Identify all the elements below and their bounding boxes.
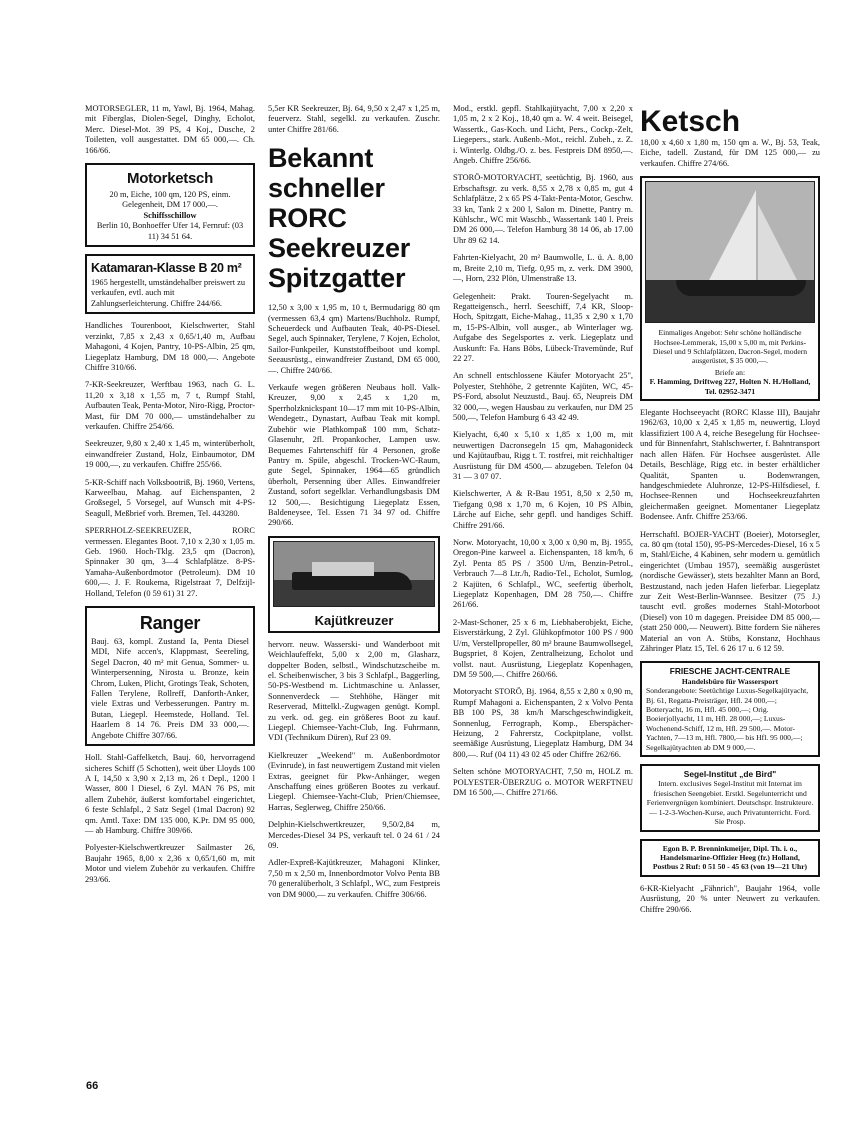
ketsch-headline: Ketsch [640, 105, 741, 138]
classified-ad: 7-KR-Seekreuzer, Werftbau 1963, nach G. L. 11,20 x 3,18 x 1,55 m, 7 t, Rumpf Stahl, Aufbauten Teak, Penta-Motor, Niro-Rigg, Proctor-Mast, für DM 70 000,— umständehalber zu verkaufen. Chiffre 254/66. [85, 380, 255, 431]
page-number: 66 [86, 1080, 99, 1092]
contact-box [640, 839, 820, 877]
classified-ad: STORÖ-MOTORYACHT, seetüchtig, Bj. 1960, aus Erbschaftsgr. zu verk. 8,55 x 2,78 x 0,85 m, gut 4 Schlafplätze, 2 x 65 PS 4-Takt-Penta-Motor, Geschw. 33 kn, Tank 2 x 200 l, Salon m. Dinette, Pantry m. Kühlschr., WC mit Waschb., Wassertank 140 l. Preis DM 26 000,—. Telefon Hamburg 38 14 06, ab 17.00 Uhr 89 62 14. [453, 173, 633, 245]
box-text: Intern. exclusives Segel-Institut mit Internat im friesischen Seengebiet. Erstkl. Segelunterricht und Ferienvergnügen kombiniert. Deutschspr. Instrukteure. — 1-2-3-Wochen-Kurse, auch Privatunterricht. Ford. Sie Prosp. [646, 779, 814, 827]
classified-ad: Handliches Tourenboot, Kielschwerter, Stahl verzinkt, 7,85 x 2,43 x 0,65/1,40 m, Aufbau Mahagoni, 4 Kojen, Pantry, 10-PS-Albin, 25 qm, Liegeplatz Hamburg, DM 18 000,—. Angebote Chiffre 310/66. [85, 321, 255, 372]
classified-ad: 18,00 x 4,60 x 1,80 m, 150 qm a. W., Bj. 53, Teak, Eiche, tadell. Zustand, für DM 125 000,— zu verkaufen. Chiffre 274/66. [640, 138, 820, 168]
classified-ad: Motoryacht STORÖ, Bj. 1964, 8,55 x 2,80 x 0,90 m, Rumpf Mahagoni a. Eichenspanten, 2 x Volvo Penta BB 100 PS, 38 km/h Marschgeschwindigkeit, Sonnenlug, Ferrograph, Komp., Eberspächer-Heizung, 2 Fahrerstz, Cockpitplane, vollst. seemäßige Ausrüstung, Liegeplatz Hamburg, DM 34 800,—. Ruf (04 11) 43 02 45 oder Chiffre 262/66. [453, 687, 633, 759]
centrale-box [640, 661, 820, 757]
classified-ad: 5,5er KR Seekreuzer, Bj. 64, 9,50 x 2,47 x 1,25 m, feuerverz. Stahl, segelkl. zu verkaufen. Zuschr. unter Chiffre 281/66. [268, 104, 440, 134]
ranger-box [85, 606, 255, 746]
classified-ad: hervorr. neuw. Wasserski- und Wanderboot mit Weichlaufeffekt, 5,00 x 2,00 m, Glasharz, doppelter Boden, selbstl., Windschutzscheibe m. el. Scheibenwischer, 3 bis 3 Schlafpl., Baggerling, 50-PS-Westbend m. Lichtmaschine u. Anlasser, Sonnenverdeck — Stehhöhe, Hänger mit Reserverad, Mittelkl.-Zugwagen genügt. Kompl. zu verk. od. geg. ein größeres Boot zu kauf. Liegepl. Chiemsee-Yacht-Club, Ing. Fuhrmann, VDI (Technikum Düren), Ruf 23 09. [268, 639, 440, 743]
sailboat-photo [645, 181, 815, 323]
classified-ad: Seekreuzer, 9,80 x 2,40 x 1,45 m, winterüberholt, einwandfreier Zustand, Holz, Einbaumotor, DM 19 000,—, zu verkaufen. Chiffre 255/66. [85, 439, 255, 470]
classified-ad: 2-Mast-Schoner, 25 x 6 m, Liebhaberobjekt, Eiche, Eisverstärkung, 2 Zyl. Glühkopfmotor 100 PS / 900 U/m, Verstellpropeller, 80 m² braune Baumwollsegel, Bugspriet, 8 Kojen, Zentralheizung, Echolot und vollst. naut. Ausrüstung, Liegeplatz Kopenhagen, DM 59 500,—. Chiffre 260/66. [453, 617, 633, 679]
column-4 [640, 104, 820, 922]
classified-ad: SPERRHOLZ-SEEKREUZER, RORC vermessen. Elegantes Boot. 7,10 x 2,30 x 1,05 m. Geb. 1960. Hoch-Tklg. 23,5 qm (Dacron), Spinnaker 30 qm, 3—4 Schlafplätze. 8-PS-Yamaha-Außenbordmotor (Petroleum). DM 10 600,—. J. F. Roukema, Rigelstraat 7, Delfzijl-Holland, Telefon (0 59 61) 31 27. [85, 526, 255, 598]
box-text: Sonderangebote: Seetüchtige Luxus-Segelkajütyacht, Bj. 61, Regatta-Preisträger, Hfl. 24 000,—; Botteryacht, 16 m, Hfl. 45 000,—; Orig. Boeierjollyacht, 11 m, Hfl. 28 000,—; Luxus-Wochenend-Schiff, 12 m, Hfl. 29 500,—. Motor-Yachten, 7—13 m, Hfl. 7800,— bis Hfl. 95 000,—; Segelkajütyachten ab DM 9 000,—. [646, 686, 809, 752]
box-title: FRIESCHE JACHT-CENTRALE [669, 666, 791, 677]
classified-ad: Verkaufe wegen größeren Neubaus holl. Valk-Kreuzer, 9,00 x 2,45 x 1,20 m, Sperrholzknickspant 10—17 mm mit 10-PS-Albin, Wendegetr., Dynastart, Aufbau Teak mit kompl. Zubehör wie Plathkompaß 100 mm, Schatz-Glasenuhr, 2fl. Propankocher, Lampen usw. Bequemes Fahrtenschiff für 4 Personen, große Pantry m. Spüle, abgeschl. Trocken-WC-Raum, gute Segel, Spinnaker, 1964—65 gründlich überholt, Persenning über Alles. Einwandfreier Zustand, sofort segelklar. Verhandlungsbasis DM 12 500,—. Besichtigung Liegeplatz Essen, Baldeneysee, Tel. Essen 71 34 97 od. Chiffre 290/66. [268, 383, 440, 528]
boat-photo [273, 541, 435, 607]
classified-ad: Fahrten-Kielyacht, 20 m² Baumwolle, L. ü. A. 8,00 m, Breite 2,10 m, Tiefg. 0,95 m, z. verk. DM 3900,—, Horn, 232 Plön, Ulmenstraße 13. [453, 253, 633, 284]
box-subtitle: Handelsbüro für Wassersport [681, 676, 779, 686]
classified-ad: Delphin-Kielschwertkreuzer, 9,50/2,84 m, Mercedes-Diesel 34 PS, verkauft tel. 0 24 61 / 24 09. [268, 820, 440, 851]
photo-caption: Kajütkreuzer [314, 612, 394, 628]
box-text: Bauj. 63, kompl. Zustand Ia, Penta Diesel MDI, Nife accen's, Klappmast, Seereling, Segel Dacron, 40 m² mit Genua, Sommer- u. Winterpersenning, Nirosta u. Bronze, kein Chrom, Luken, Plicht, Grotings Teak, Schoten, Fallen Terylene, Rollreff, Danforth-Anker, viele Extras und Verbesserungen. Pantry m. Butan, Liegepl. Heemstede, Holland. Tel. Haarlem 8 14 76. Preis DM 33 000,—. Angebote Chiffre 307/66. [91, 637, 249, 740]
classified-ad: Kielyacht, 6,40 x 5,10 x 1,85 x 1,00 m, mit neuwertigen Dacronsegeln 15 qm, Mahagonideck und Kajütaufbau, Rigg t. T. rostfrei, mit reichhaltiger Ausrüstung für DM 4500,— abzugeben. Telefon 04 31 — 3 07 07. [453, 430, 633, 481]
classified-ad: Elegante Hochseeyacht (RORC Klasse III), Baujahr 1962/63, 10,00 x 2,45 x 1,85 m, neuwertig, Lloyd klassifiziert 100 A 4, reiche Besegelung für Hochsee- und für Binnenfahrt, Stahlschwerter, f. Bahntransport nach allen Häfen. Für Hochsee ausgerüstet. Alle Details, Beschläge, Rigg etc. in bester erhältlicher Qualität, Spanten u. Bodenwrangen, handgeschmiedete Aluhronze, 12-PS-Hilfsdiesel, f. Hochsee-Rennen und Hochseekreuzfahrten gleichermaßen geeignet. Momentaner Liegeplatz Bodensee. Anfr. Chiffre 253/66. [640, 408, 820, 522]
contact-text: Egon B. P. Brenninkmeijer, Dipl. Th. i. o., Handelsmarine-Offizier Heeg (fr.) Holland, Postbus 2 Ruf: 0 51 50 - 45 63 (von 19—21 Uhr) [652, 843, 808, 872]
classified-ad: An schnell entschlossene Käufer Motoryacht 25", Polyester, Stehhöhe, 2 getrennte Kajüten, WC, 45-PS-Ford, absolut Neuzustd., Bauj. 65, Neupreis DM 32 000,—, wegen Hausbau zu verkaufen, nur DM 25 500,—, Telefon Hamburg 6 43 42 49. [453, 371, 633, 422]
classified-ad: Adler-Expreß-Kajütkreuzer, Mahagoni Klinker, 7,50 m x 2,50 m, Innenbordmotor Volvo Penta BB 70 generalüberholt, 3 Schlafpl., WC, zum Festpreis von DM 9000,— zu verkaufen. Chiffre 306/66. [268, 858, 440, 899]
box-text: 1965 hergestellt, umständehalber preiswert zu verkaufen, evtl. auch mit Zahlungserleichterung. Chiffre 244/66. [91, 278, 246, 308]
classified-ad: Holl. Stahl-Gaffelketch, Bauj. 60, hervorragend sicheres Schiff (5 Schotten), weit über Lloyds 100 A I, 14,50 x 3,90 x 2,13 m, 26 t Depl., 1200 l Wasser, 800 l Diesel, 6 Zyl. MAN 76 PS, mit allem Zubehör, äußerst komfortabel eingerichtet, 6 feste Schlafpl., 2 Satz Segel (1mal Dacron) 92 qm. Amtl. Taxe: DM 135 000, K.Pr. DM 95 000,— ab Hamburg. Chiffre 309/66. [85, 753, 255, 835]
box-text: 20 m, Eiche, 100 qm, 120 PS, einm. Gelegenheit, DM 17 000,—. [109, 190, 231, 210]
motorketsch-box [85, 163, 255, 247]
rorc-headline: Bekannt schneller RORC Seekreuzer Spitzgatter [268, 143, 411, 294]
box-title: Katamaran-Klasse B 20 m² [91, 261, 242, 276]
classified-ad: 5-KR-Schiff nach Volksbootriß, Bj. 1960, Vertens, Karweelbau, Mahag. auf Eichenspanten, 2 Großsegel, 5 Vorsegel, auf Wunsch mit 4-PS-Seagull, Meßbrief vorh. Bremen, Tel. 443280. [85, 477, 255, 518]
column-1 [85, 104, 255, 892]
classified-ad: 12,50 x 3,00 x 1,95 m, 10 t, Bermudarigg 80 qm (vermessen 63,4 qm) Martens/Buchholz. Rumpf, Scheuerdeck und Aufbauten Teak, 40-PS-Diesel. Segel, auch Spinnaker, Terylene, 7 Kojen, Echolot, Sailor-Funkpeiler, Kunststoffbeiboot und kompl. Seeausrüstg., einwandfreier Zustand, DM 65 000,—. Chiffre 240/66. [268, 303, 440, 375]
classified-ad: MOTORSEGLER, 11 m, Yawl, Bj. 1964, Mahag. mit Fiberglas, Diolen-Segel, Dinghy, Echolot, Merc. Diesel-Mot. 39 PS, 4 Koj., Dusche, 2 Toiletten, voll ausgestattet. DM 65 000,—. Ch. 166/66. [85, 104, 255, 155]
classified-ad: Polyester-Kielschwertkreuzer Sailmaster 26, Baujahr 1965, 8,00 x 2,36 x 0,65/1,60 m, mit Motor und vielem Zubehör zu verkaufen. Chiffre 293/66. [85, 843, 255, 884]
column-2 [268, 104, 440, 907]
classified-ad: 6-KR-Kielyacht „Fähnrich", Baujahr 1964, volle Ausrüstung, 20 % unter Neuwert zu verkaufen. Chiffre 290/66. [640, 883, 820, 914]
photo-caption: Einmaliges Angebot: Sehr schöne holländische Hochsee-Lemmerak, 15,00 x 5,00 m, mit Perkins-Diesel und 9 Schlafplätzen, Dacron-Segel, modern ausgerüstet, $ 35 000,—. [652, 328, 808, 366]
contact-address: F. Hamming, Driftweg 227, Holten N. H./Holland, Tel. 02952-3471 [649, 377, 811, 396]
classified-ad: Norw. Motoryacht, 10,00 x 3,00 x 0,90 m, Bj. 1955, Oregon-Pine karweel a. Eichenspanten, 18 km/h, 6 Zyl. Penta 85 PS / 3500 U/m, Benzin-Petrol., Verbrauch 7—8 Ltr./h, Radio-Tel., Echolot, Sumlog, 2 Kajüten, 6 Schlafpl., WC, seefertig überholt, Liegeplatz Kopenhagen, DM 28 750,—. Chiffre 261/66. [453, 538, 633, 610]
column-3 [453, 104, 633, 805]
classified-ad: Selten schöne MOTORYACHT, 7,50 m, HOLZ m. POLYESTER-ÜBERZUG o. MOTOR WERFTNEU DM 16 500,—. Chiffre 271/66. [453, 767, 633, 797]
box-title: Ranger [139, 613, 201, 634]
katamaran-box [85, 254, 255, 314]
photo-ad-box [640, 176, 820, 401]
institut-box [640, 764, 820, 831]
classified-ad: Kielschwerter, A & R-Bau 1951, 8,50 x 2,50 m, Tiefgang 0,98 x 1,70 m, 6 Kojen, 10 PS Albin, Lärche auf Eiche, sehr gepfl. und handiges Schiff. Chiffre 291/66. [453, 489, 633, 530]
classified-ad: Kielkreuzer „Weekend" m. Außenbordmotor (Evinrude), in fast neuwertigem Zustand mit vielen Extras, geeignet für Pkw-Anhänger, wegen Anschaffung eines größeren Bootes zu verkauf. Liegepl. Chiemsee-Yacht-Club, Prien/Chiemsee, Harras, Seglerweg, Chiffre 250/66. [268, 750, 440, 812]
kajuetkreuzer-box [268, 536, 440, 633]
classified-ad: Mod., erstkl. gepfl. Stahlkajütyacht, 7,00 x 2,20 x 1,05 m, 2 x 2 Koj., 18,40 qm a. W. 4 weit. Beisegel, Wassertk., Gas-Koch. und Licht, Pers., Cockp.-Zelt, Liegepers., stark. Außenb.-Mot., reichl. Zubeh., z. Z. i. Winterlg. Oldbg./O. z. bes. Festpreis DM 8950,—. Angeb. Chiffre 256/66. [453, 104, 633, 166]
classified-ad: Herrschaftl. BOJER-YACHT (Boeier), Motorsegler, ca. 80 qm (total 150), 95-PS-Mercedes-Diesel, 16 x 5 m, Stahl/Eiche, 4 Kabinen, sehr modern u. gemütlich eingerichtet (Umbau 1957), seemäßig ausgerüstet (nordische Gewässer), stets bezahlter Mann an Bord, Bestzustand, nach jeden Hafen lieferbar. Liegeplatz zur Zeit West-Berlin-Wannsee. Besitzer (75 J.) tauscht evtl. großes modernes Stahl-Motorboot (Diesel) von 10 m dagegen. Preisidee DM 85 000,— (statt 250 000,— Neuwert). Bitte fordern Sie näheres Material an von A. Stübs, Konstanz, Hochhaus Zähringer Platz 15, Tel. 6 26 17 u. 6 12 59. [640, 529, 820, 653]
box-title: Segel-Institut „de Bird" [683, 769, 777, 780]
classified-ad: Gelegenheit: Prakt. Touren-Segelyacht m. Regatteigensch., herrl. Seeschiff, 7,4 KR, Sloop-Hoch, Spitzgatt, Eiche-Mahag., 11,35 x 2,90 x 1,70 m, 15-PS-Albin, voll ausger., ab Winterlager wg. Aufgabe des Segelsportes z. verk. Liegeplatz und Auskunft: Fa. Hans Böbs, Lübeck-Travemünde, Ruf 22 27. [453, 291, 633, 363]
letters-label: Briefe an: [714, 367, 746, 377]
box-name: Schiffsschillow [143, 210, 197, 220]
box-address: Berlin 10, Bonhoeffer Ufer 14, Fernruf: (03 11) 34 51 64. [96, 221, 244, 241]
box-title: Motorketsch [127, 170, 213, 188]
